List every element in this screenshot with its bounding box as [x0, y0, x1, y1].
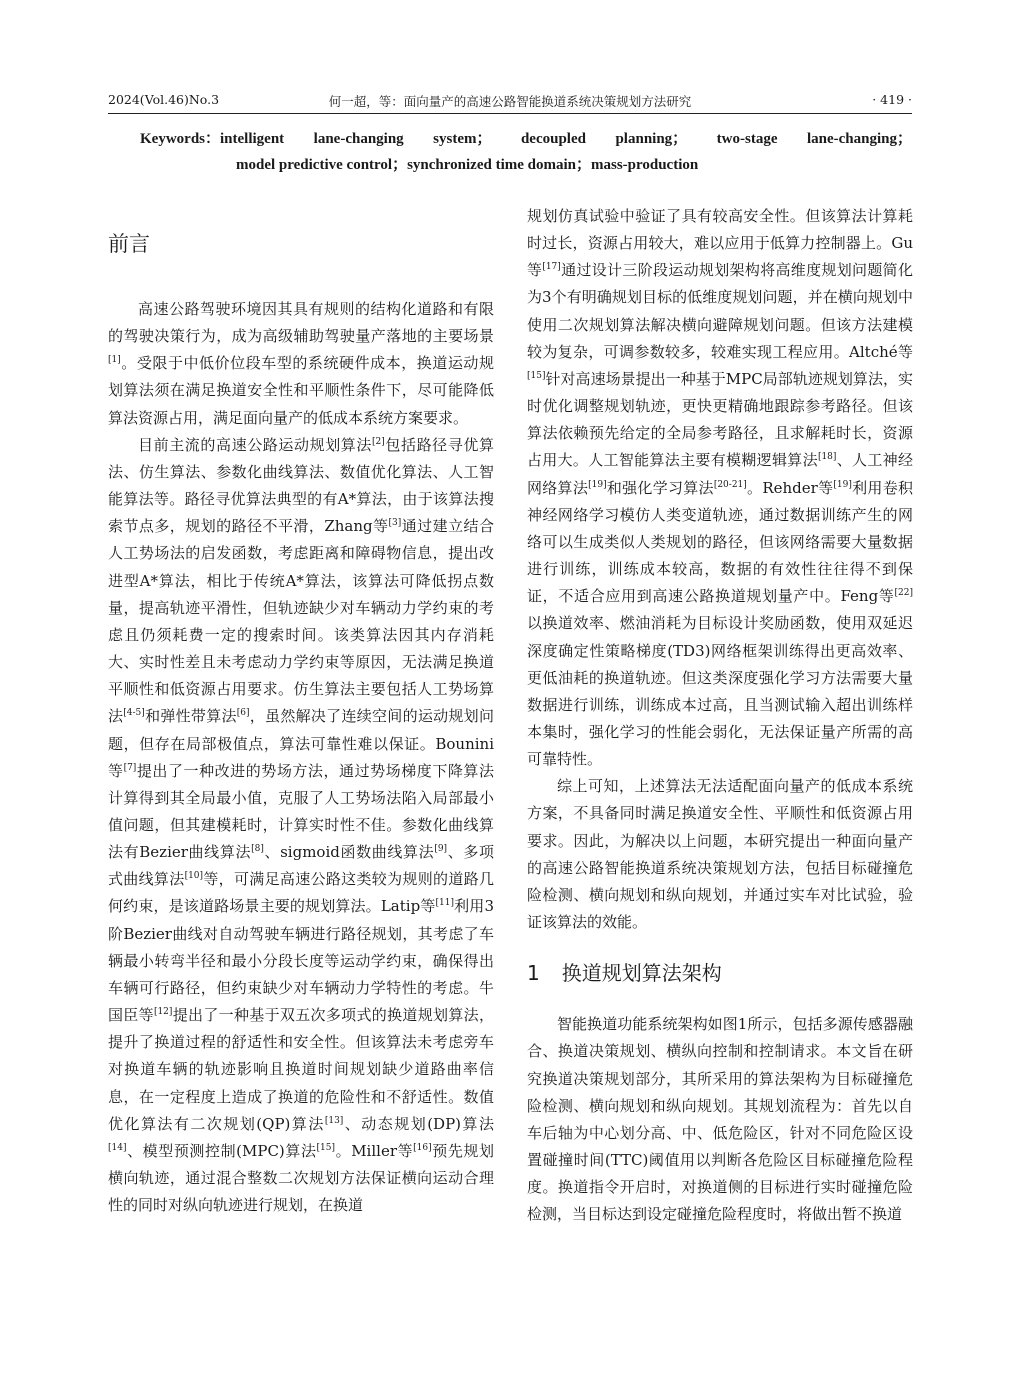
paragraph: 智能换道功能系统架构如图1所示，包括多源传感器融合、换道决策规划、横纵向控制和控制请求。本文旨在研究换道决策规划部分，其所采用的算法架构为目标碰撞危险检测、横向规划和纵向规划。其规划流程为：首先以自车后轴为中心划分高、中、低危险区，针对不同危险区设置碰撞时间(TTC)阈值用以判断各危险区目标碰撞危险程度。换道指令开启时，对换道侧的目标进行实时碰撞危险检测，当目标达到设定碰撞危险程度时，将做出暂不换道 [527, 1015, 913, 1224]
keyword-term: lane-changing； [806, 131, 912, 147]
citation: [11] [435, 898, 454, 909]
running-title: 何一超，等：面向量产的高速公路智能换道系统决策规划方法研究 [328, 94, 692, 109]
citation: [2] [372, 436, 385, 447]
citation: [4-5] [123, 708, 145, 719]
keywords-block [140, 126, 912, 178]
keyword-term: lane-changing [313, 131, 404, 147]
keyword-term: intelligent [220, 131, 285, 147]
citation: [20-21] [713, 479, 747, 490]
journal-issue: 2024(Vol.46)No.3 [108, 92, 220, 107]
citation: [18] [817, 452, 837, 463]
citation: [14] [108, 1142, 127, 1153]
citation: [17] [542, 262, 561, 273]
paragraph: 高速公路驾驶环境因其具有规则的结构化道路和有限的驾驶决策行为，成为高级辅助驾驶量产落地的主要场景[1]。受限于中低价位段车型的系统硬件成本，换道运动规划算法须在满足换道安全性和平顺性条件下，尽可能降低算法资源占用，满足面向量产的低成本系统方案要求。 [108, 300, 494, 427]
keyword-term: system； [433, 131, 492, 147]
citation: [6] [236, 708, 250, 719]
citation: [9] [434, 844, 448, 855]
paragraph: 目前主流的高速公路运动规划算法[2]包括路径寻优算法、仿生算法、参数化曲线算法、数值优化算法、人工智能算法等。路径寻优算法典型的有A*算法，由于该算法搜索节点多，规划的路径不平滑，Zhang等[3]通过建立结合人工势场法的启发函数，考虑距离和障碍物信息，提出改进型A*算法，相比于传统A*算法，该算法可降低拐点数量，提高轨迹平滑性，但轨迹缺少对车辆动力学约束的考虑且仍须耗费一定的搜索时间。该类算法因其内存消耗大、实时性差且未考虑动力学约束等原因，无法满足换道平顺性和低资源占用要求。仿生算法主要包括人工势场算法[4-5]和弹性带算法[6]，虽然解决了连续空间的运动规划问题，但存在局部极值点，算法可靠性难以保证。Bounini等[7]提出了一种改进的势场方法，通过势场梯度下降算法计算得到其全局最小值，克服了人工势场法陷入局部最小值问题，但其建模耗时，计算实时性不佳。参数化曲线算法有Bezier曲线算法[8]、sigmoid函数曲线算法[9]、多项式曲线算法[10]等，可满足高速公路这类较为规则的道路几何约束，是该道路场景主要的规划算法。Latip等[11]利用3阶Bezier曲线对自动驾驶车辆进行路径规划，其考虑了车辆最小转弯半径和最小分段长度等运动学约束，确保得出车辆可行路径，但约束缺少对车辆动力学特性的考虑。牛国臣等[12]提出了一种基于双五次多项式的换道规划算法，提升了换道过程的舒适性和安全性。但该算法未考虑旁车对换道车辆的轨迹影响且换道时间规划缺少道路曲率信息，在一定程度上造成了换道的危险性和不舒适性。数值优化算法有二次规划(QP)算法[13]、动态规划(DP)算法[14]、模型预测控制(MPC)算法[15]。Miller等[16]预先规划横向轨迹，通过混合整数二次规划方法保证横向运动合理性的同时对纵向轨迹进行规划，在换道 [108, 435, 495, 1215]
keywords-line-2: model predictive control；synchronized time domain；mass-production [236, 157, 699, 173]
running-head [108, 90, 912, 112]
citation: [8] [251, 844, 264, 855]
citation: [19] [588, 479, 607, 490]
citation: [13] [324, 1115, 344, 1126]
keywords-first-term [140, 126, 284, 152]
citation: [22] [894, 588, 913, 599]
citation: [15] [527, 370, 546, 381]
section-heading-intro: 前言 [108, 232, 150, 256]
page-number: · 419 · [872, 92, 912, 107]
citation: [16] [413, 1142, 432, 1153]
keyword-term: decoupled [520, 131, 586, 147]
header-rule [108, 113, 912, 114]
citation: [7] [123, 762, 137, 773]
keyword-term: two-stage [716, 131, 778, 147]
paragraph-continued: 规划仿真试验中验证了具有较高安全性。但该算法计算耗时过长，资源占用较大，难以应用于低算力控制器上。Gu等[17]通过设计三阶段运动规划架构将高维度规划问题简化为3个有明确规划目标的低维度规划问题，并在横向规划中使用二次规划算法解决横向避障规划问题。但该方法建模较为复杂，可调参数较多，较难实现工程应用。Altché等[15]针对高速场景提出一种基于MPC局部轨迹规划算法，实时优化调整规划轨迹，更快更精确地跟踪参考路径。但该算法依赖预先给定的全局参考路径，且求解耗时长，资源占用大。人工智能算法主要有模糊逻辑算法[18]、人工神经网络算法[19]和强化学习算法[20-21]。Rehder等[19]利用卷积神经网络学习模仿人类变道轨迹，通过数据训练产生的网络可以生成类似人类规划的路径，但该网络需要大量数据进行训练，训练成本较高，数据的有效性往往得不到保证，不适合应用到高速公路换道规划量产中。Feng等[22]以换道效率、燃油消耗为目标设计奖励函数，使用双延迟深度确定性策略梯度(TD3)网络框架训练得出更高效率、更低油耗的换道轨迹。但这类深度强化学习方法需要大量数据进行训练，训练成本过高，且当测试输入超出训练样本集时，强化学习的性能会弱化，无法保证量产所需的高可靠特性。 [527, 207, 913, 769]
left-column [108, 203, 494, 1219]
paragraph: 综上可知，上述算法无法适配面向量产的低成本系统方案，不具备同时满足换道安全性、平顺性和低资源占用要求。因此，为解决以上问题，本研究提出一种面向量产的高速公路智能换道系统决策规划方法，包括目标碰撞危险检测、横向规划和纵向规划，并通过实车对比试验，验证该算法的效能。 [527, 777, 913, 932]
keyword-term: planning； [615, 131, 688, 147]
keywords-line-1 [140, 126, 912, 152]
citation: [10] [184, 871, 204, 882]
citation: [12] [153, 1007, 173, 1018]
right-column [527, 203, 913, 1228]
citation: [15] [316, 1142, 336, 1153]
citation: [1] [108, 355, 121, 366]
section-number: 1 [527, 961, 540, 986]
keywords-label: Keywords： [140, 131, 220, 147]
citation: [19] [833, 479, 852, 490]
section-heading-1 [527, 946, 913, 1000]
section-title: 换道规划算法架构 [561, 961, 722, 986]
citation: [3] [388, 518, 402, 529]
